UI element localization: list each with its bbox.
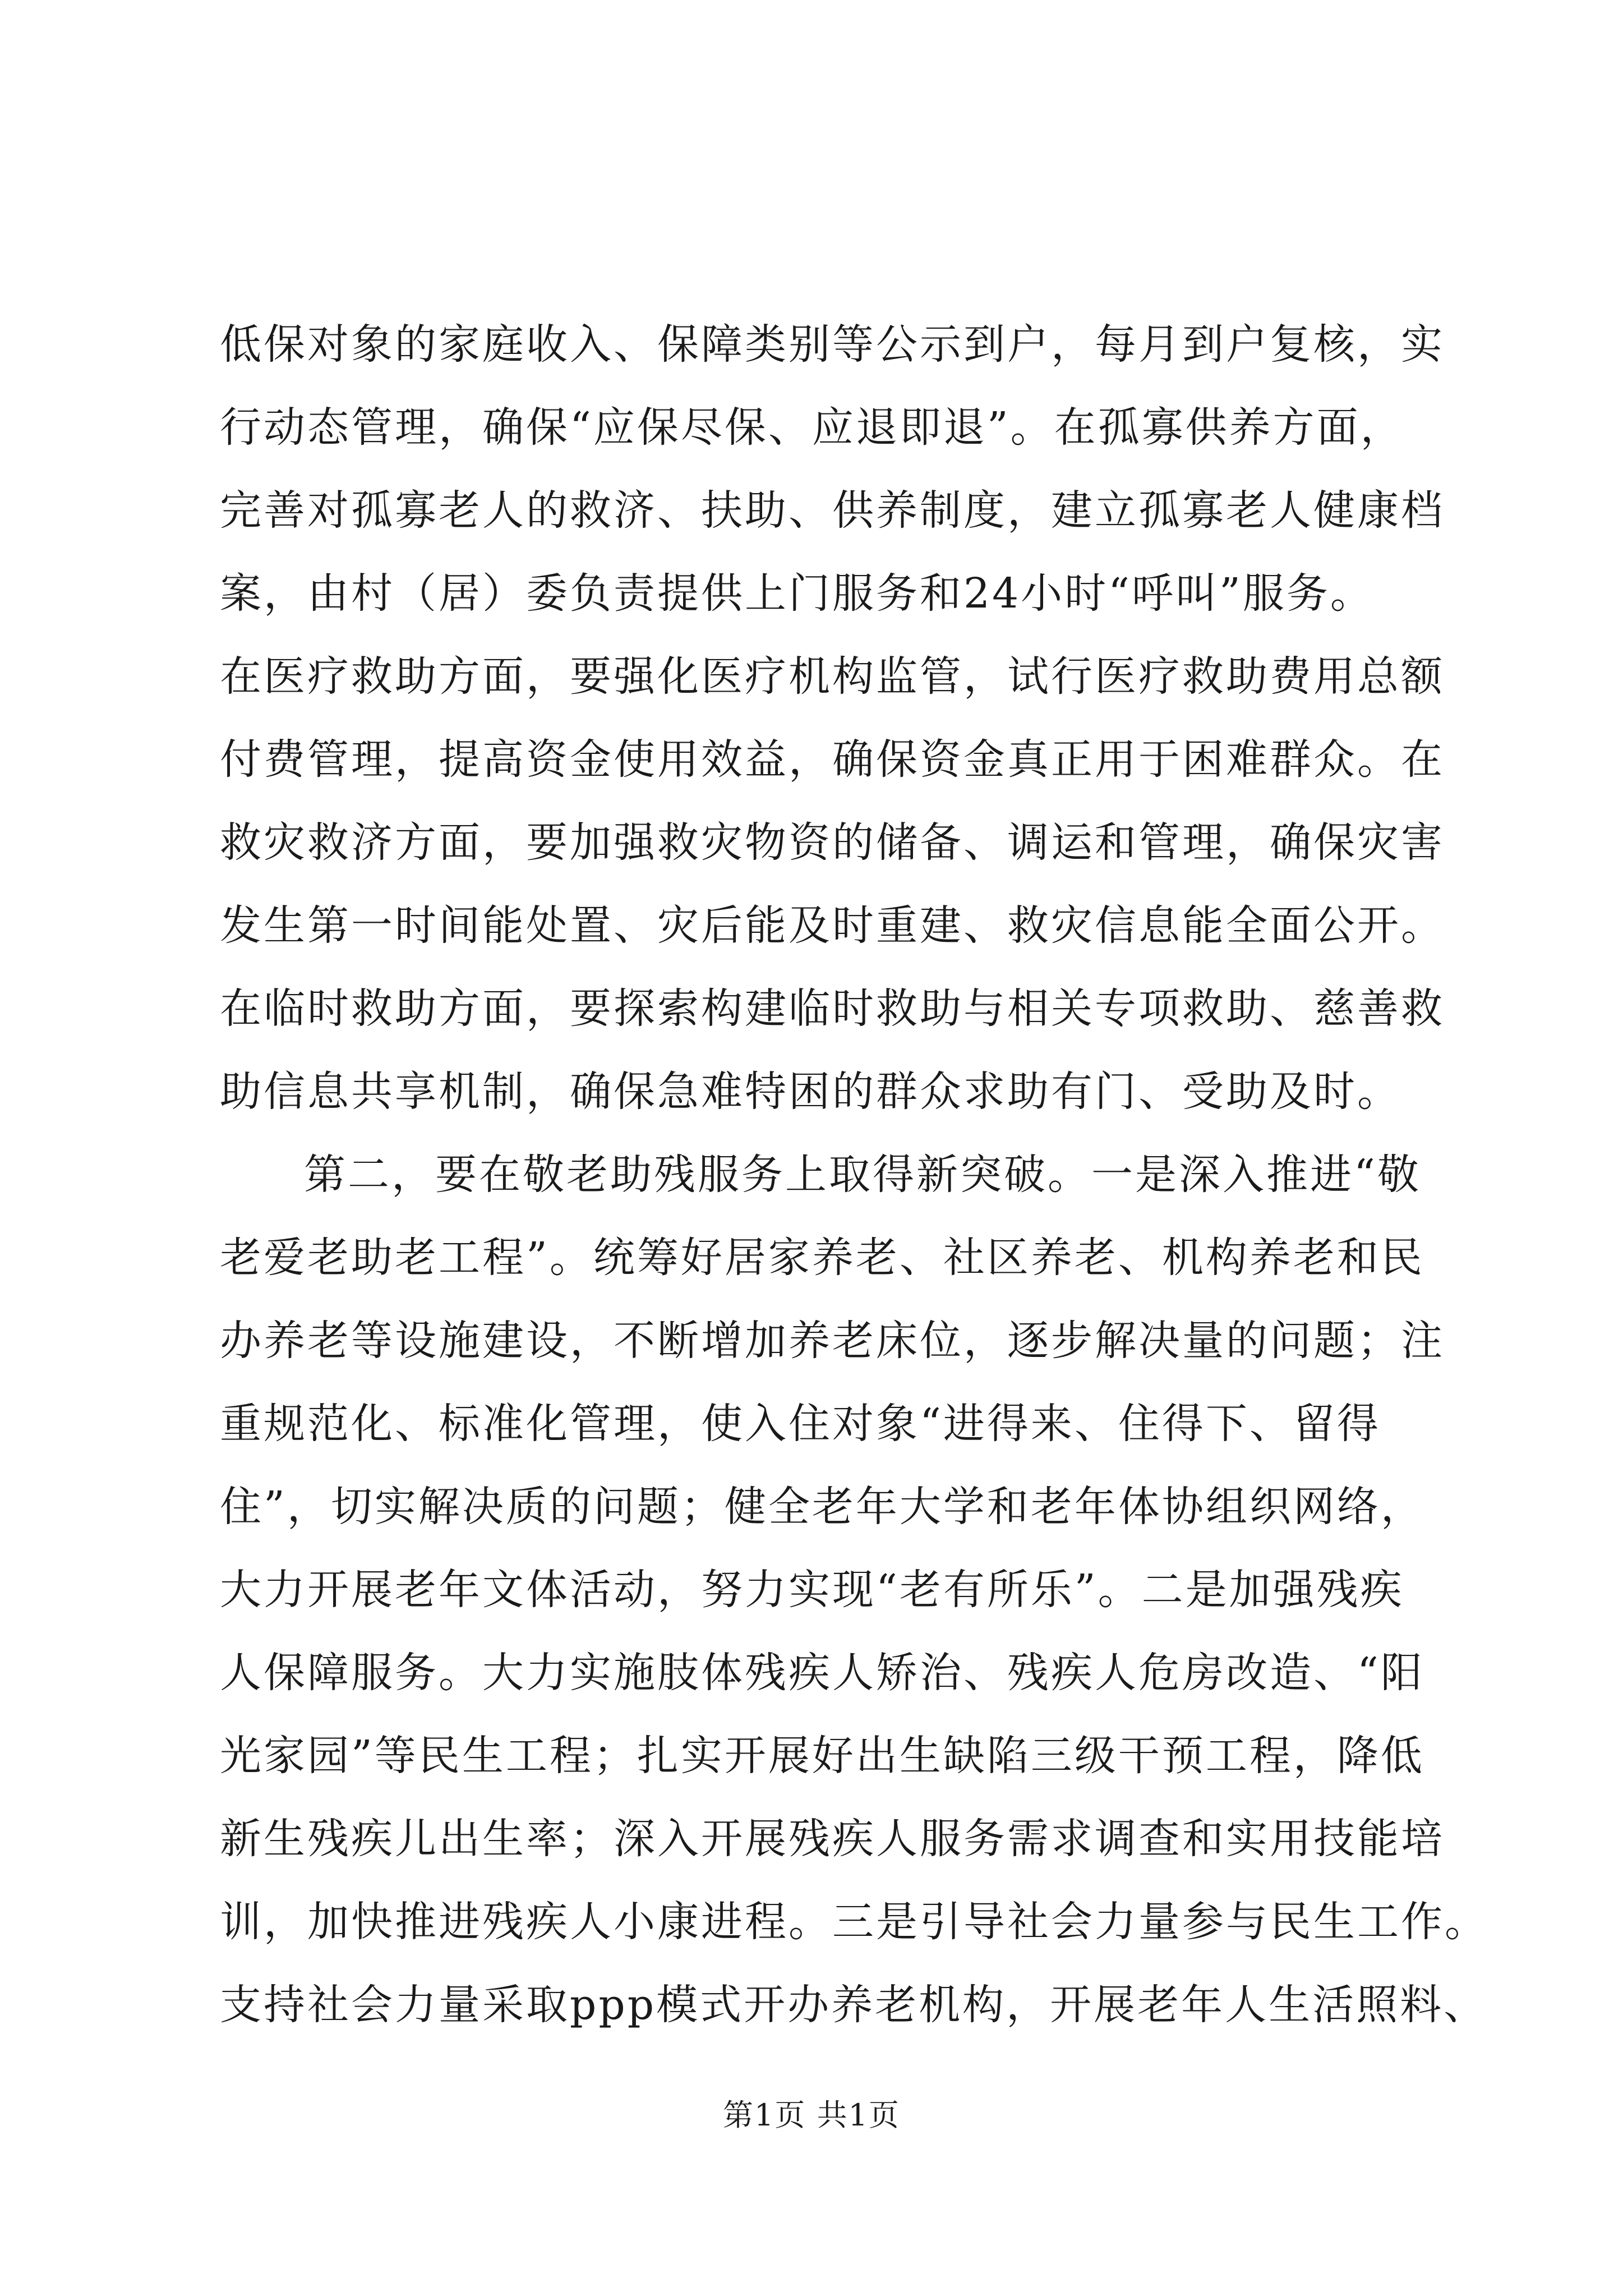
text-line: 新生残疾儿出生率；深入开展残疾人服务需求调查和实用技能培 — [220, 1815, 1445, 1863]
text-line: 光家园”等民生工程；扎实开展好出生缺陷三级干预工程，降低 — [220, 1732, 1424, 1780]
text-line: 低保对象的家庭收入、保障类别等公示到户，每月到户复核，实 — [220, 320, 1445, 369]
text-line: 在医疗救助方面，要强化医疗机构监管，试行医疗救助费用总额 — [220, 652, 1445, 701]
text-line: 救灾救济方面，要加强救灾物资的储备、调运和管理，确保灾害 — [220, 818, 1445, 867]
paragraph-start-line: 第二，要在敬老助残服务上取得新突破。一是深入推进“敬 — [304, 1151, 1421, 1199]
text-line: 重规范化、标准化管理，使入住对象“进得来、住得下、留得 — [220, 1400, 1381, 1448]
text-line: 大力开展老年文体活动，努力实现“老有所乐”。二是加强残疾 — [220, 1566, 1404, 1614]
text-line: 案，由村（居）委负责提供上门服务和24小时“呼叫”服务。 — [220, 569, 1374, 618]
text-line: 老爱老助老工程”。统筹好居家养老、社区养老、机构养老和民 — [220, 1234, 1424, 1282]
text-line: 助信息共享机制，确保急难特困的群众求助有门、受助及时。 — [220, 1068, 1401, 1116]
text-line: 住”，切实解决质的问题；健全老年大学和老年体协组织网络， — [220, 1483, 1424, 1531]
text-line: 行动态管理，确保“应保尽保、应退即退”。在孤寡供养方面， — [220, 403, 1404, 452]
text-line: 付费管理，提高资金使用效益，确保资金真正用于困难群众。在 — [220, 735, 1445, 784]
body-text — [220, 303, 1488, 2046]
text-line: 在临时救助方面，要探索构建临时救助与相关专项救助、慈善救 — [220, 984, 1445, 1033]
text-line: 发生第一时间能处置、灾后能及时重建、救灾信息能全面公开。 — [220, 901, 1445, 950]
text-line: 完善对孤寡老人的救济、扶助、供养制度，建立孤寡老人健康档 — [220, 486, 1445, 535]
text-line: 训，加快推进残疾人小康进程。三是引导社会力量参与民生工作。 — [220, 1898, 1488, 1946]
page-footer: 第1页 共1页 — [723, 2097, 900, 2133]
text-line: 办养老等设施建设，不断增加养老床位，逐步解决量的问题；注 — [220, 1317, 1445, 1365]
text-line: 人保障服务。大力实施肢体残疾人矫治、残疾人危房改造、“阳 — [220, 1649, 1424, 1697]
text-line: 支持社会力量采取ppp模式开办养老机构，开展老年人生活照料、 — [220, 1981, 1488, 2029]
